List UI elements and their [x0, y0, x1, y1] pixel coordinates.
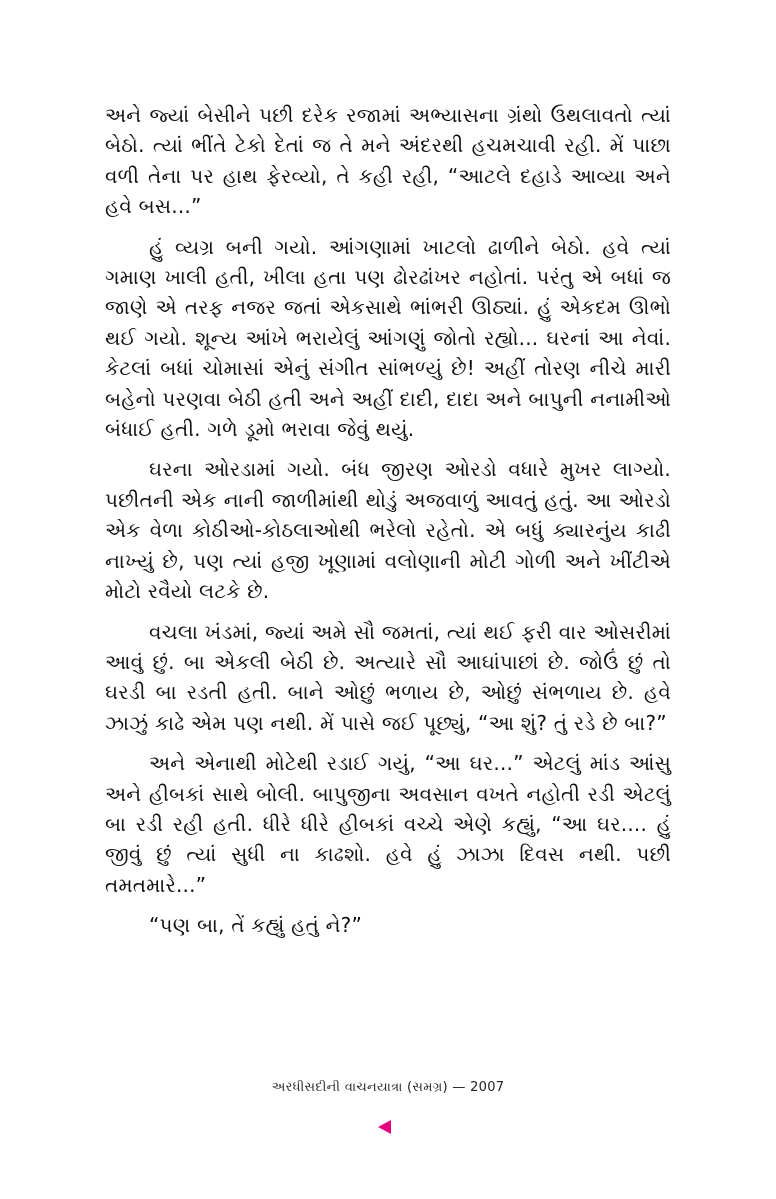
- paragraph-5: અને એનાથી મોટેથી રડાઈ ગયું, “આ ઘર...” એટલું માંડ આંસુ અને હીબકાં સાથે બોલી. બાપુજીના અવસાન વખતે નહોતી રડી એટલું બા રડી રહી હતી. ધીરે ધીરે હીબકાં વચ્ચે એણે કહ્યું, “આ ઘર.... હું જીવું છું ત્યાં સુધી ના કાઢશો. હવે હું ઝાઝા દિવસ નથી. પછી તમતમારે...”: [105, 751, 671, 897]
- page-body: [105, 100, 671, 951]
- paragraph-1: અને જ્યાં બેસીને પછી દરેક રજામાં અભ્યાસના ગ્રંથો ઉથલાવતો ત્યાં બેઠો. ત્યાં ભીંતે ટેકો દેતાં જ તે મને અંદરથી હચમચાવી રહી. મેં પાછા વળી તેના પર હાથ ફેરવ્યો, તે કહી રહી, “આટલે દહાડે આવ્યા અને હવે બસ...”: [105, 103, 671, 219]
- paragraph-4: વચલા ખંડમાં, જ્યાં અમે સૌ જમતાં, ત્યાં થઈ ફરી વાર ઓસરીમાં આવું છું. બા એકલી બેઠી છે. અત્યારે સૌ આઘાંપાછાં છે. જોઉં છું તો ઘરડી બા રડતી હતી. બાને ઓછું ભળાય છે, ઓછું સંભળાય છે. હવે ઝાઝું કાઢે એમ પણ નથી. મેં પાસે જઈ પૂછ્યું, “આ શું? તું રડે છે બા?”: [105, 619, 671, 735]
- paragraph-6: “પણ બા, તેં કહ્યું હતું ને?”: [149, 913, 363, 938]
- previous-page-icon[interactable]: [378, 1120, 391, 1134]
- paragraph-2: હું વ્યગ્ર બની ગયો. આંગણામાં ખાટલો ઢાળીને બેઠો. હવે ત્યાં ગમાણ ખાલી હતી, ખીલા હતા પણ ઢોરઢાંખર નહોતાં. પરંતુ એ બધાં જ જાણે એ તરફ નજર જતાં એકસાથે ભાંભરી ઊઠ્યાં. હું એકદમ ઊભો થઈ ગયો. શૂન્ય આંખે ભરાયેલું આંગણું જોતો રહ્યો... ઘરનાં આ નેવાં. કેટલાં બધાં ચોમાસાં એનું સંગીત સાંભળ્યું છે! અહીં તોરણ નીચે મારી બહેનો પરણવા બેઠી હતી અને અહીં દાદી, દાદા અને બાપુની નનામીઓ બંધાઈ હતી. ગળે ડૂમો ભરાવા જેવું થયું.: [105, 234, 671, 442]
- paragraph-3: ઘરના ઓરડામાં ગયો. બંધ જીરણ ઓરડો વધારે મુખર લાગ્યો. પછીતની એક નાની જાળીમાંથી થોડું અજવાળું આવતું હતું. આ ઓરડો એક વેળા કોઠીઓ-કોઠલાઓથી ભરેલો રહેતો. એ બધું ક્યારનુંય કાઢી નાખ્યું છે, પણ ત્યાં હજી ખૂણામાં વલોણાની મોટી ગોળી અને ખીંટીએ મોટો રવૈયો લટકે છે.: [105, 457, 671, 604]
- page-footer: અરધીસદીની વાચનયાત્રા (સમગ્ર) — 2007: [271, 1080, 505, 1095]
